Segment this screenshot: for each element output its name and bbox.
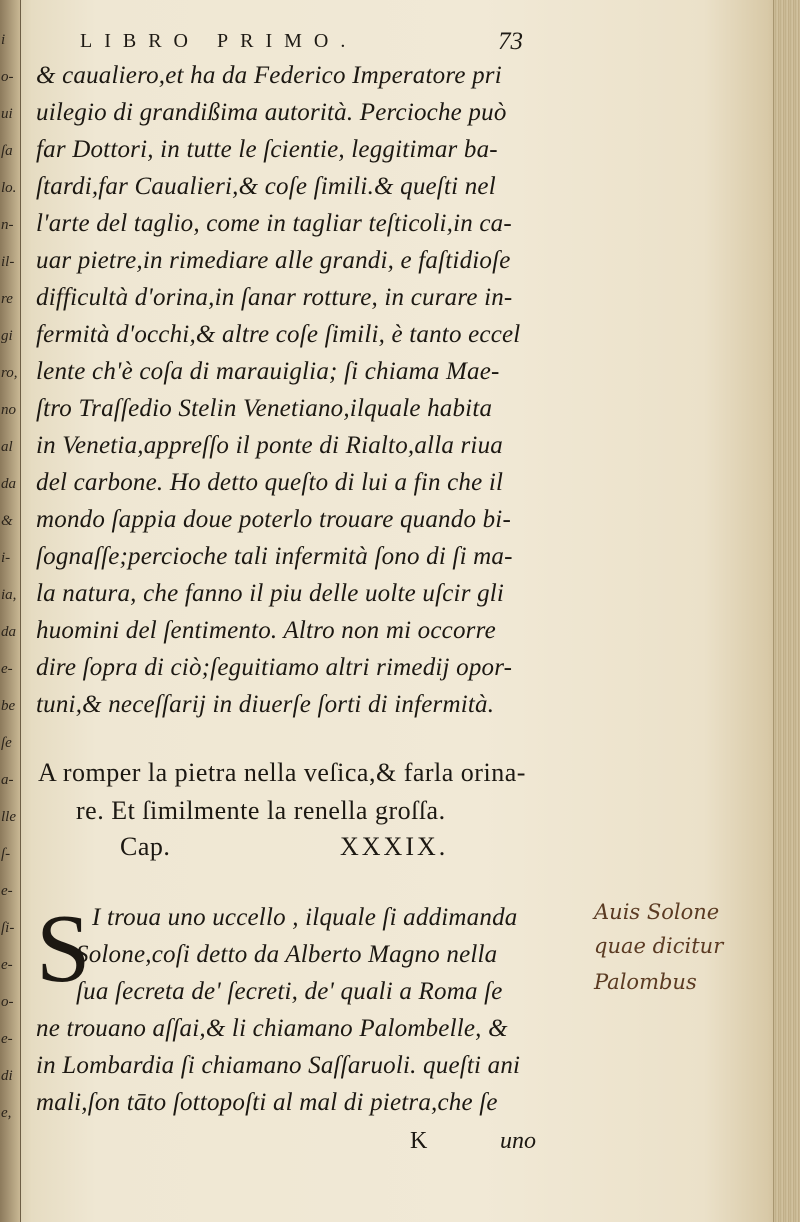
left-page-fragment: lle (1, 809, 16, 825)
left-page-fragment: & (1, 513, 13, 529)
drop-capital: S (36, 895, 91, 1003)
body-line: huomini del ſentimento. Altro non mi occorre (36, 617, 496, 644)
left-page-fragment: e, (1, 1105, 12, 1121)
left-page-fragment: ia, (1, 587, 17, 603)
body-line: del carbone. Ho detto queſto di lui a fin che il (36, 469, 504, 496)
left-page-fragment: ſi- (1, 920, 15, 936)
body-line: uar pietre,in rimediare alle grandi, e faſtidioſe (36, 247, 511, 274)
left-page-fragment: ui (1, 106, 13, 122)
running-head: LIBRO PRIMO. (80, 30, 358, 52)
signature-mark: K (410, 1128, 428, 1154)
left-page-fragment: ſa (1, 143, 13, 159)
body-line: ſtardi,far Caualieri,& coſe ſimili.& queſti nel (36, 173, 496, 200)
left-page-fragment: i (1, 32, 6, 48)
chapter-number: XXXIX. (340, 832, 449, 861)
body-line: in Venetia,appreſſo il ponte di Rialto,alla riua (36, 432, 503, 459)
left-page-edge (0, 0, 21, 1222)
left-page-fragment: o- (1, 69, 14, 85)
body-line: ſtro Traſſedio Stelin Venetiano,ilquale habita (36, 395, 493, 422)
left-page-fragment: da (1, 624, 16, 640)
body-line: difficultà d'orina,in ſanar rotture, in curare in- (36, 284, 513, 311)
body-line: ſognaſſe;percioche tali infermità ſono di ſi ma- (36, 543, 513, 570)
left-page-fragment: a- (1, 772, 14, 788)
marginal-note-line: quae dicitur (594, 934, 724, 958)
body-line: lente ch'è coſa di marauiglia; ſi chiama Mae- (36, 358, 500, 385)
left-page-fragment: lo. (1, 180, 17, 196)
left-page-fragment: e- (1, 661, 13, 677)
chapter-heading-line: A romper la pietra nella veſica,& farla orina- (38, 758, 526, 787)
left-page-fragment: ſ- (1, 846, 11, 862)
chapter-line: ne trouano aſſai,& li chiamano Palombelle, & (36, 1015, 508, 1042)
page-number: 73 (498, 28, 523, 55)
right-page-edges (773, 0, 800, 1222)
left-page-fragment: o- (1, 994, 14, 1010)
body-line: l'arte del taglio, come in tagliar teſticoli,in ca- (36, 210, 512, 237)
left-page-fragment: n- (1, 217, 14, 233)
left-page-fragment: ſe (1, 735, 12, 751)
left-page-fragment: al (1, 439, 13, 455)
chapter-line: in Lombardia ſi chiamano Saſſaruoli. queſti ani (36, 1052, 521, 1079)
body-line: mondo ſappia doue poterlo trouare quando bi- (36, 506, 511, 533)
left-page-fragment: be (1, 698, 16, 714)
left-page-fragment: e- (1, 1031, 13, 1047)
body-line: tuni,& neceſſarij in diuerſe ſorti di infermità. (36, 691, 495, 718)
left-page-fragment: ro, (1, 365, 18, 381)
body-line: uilegio di grandißima autorità. Percioche può (36, 99, 507, 126)
chapter-line: ſua ſecreta de' ſecreti, de' quali a Roma ſe (76, 978, 503, 1005)
left-page-fragment: da (1, 476, 16, 492)
marginal-note-line: Auis Solone (594, 900, 720, 924)
left-page-fragment: re (1, 291, 13, 307)
chapter-line: Solone,coſi detto da Alberto Magno nella (76, 941, 498, 968)
chapter-cap-label: Cap. (120, 832, 171, 861)
chapter-line: mali,ſon tāto ſottopoſti al mal di pietra,che ſe (36, 1089, 498, 1116)
chapter-heading-line: re. Et ſimilmente la renella groſſa. (76, 796, 446, 825)
chapter-line: I troua uno uccello , ilquale ſi addimanda (92, 904, 518, 931)
body-line: far Dottori, in tutte le ſcientie, leggitimar ba- (36, 136, 498, 163)
left-page-fragment: no (1, 402, 16, 418)
body-line: & caualiero,et ha da Federico Imperatore pri (36, 62, 502, 89)
left-page-fragment: i- (1, 550, 11, 566)
left-page-fragment: e- (1, 883, 13, 899)
marginal-note-line: Palombus (594, 970, 697, 994)
left-page-fragment: gi (1, 328, 13, 344)
left-page-fragment: di (1, 1068, 13, 1084)
left-page-fragment: e- (1, 957, 13, 973)
catchword: uno (500, 1128, 536, 1154)
body-line: dire ſopra di ciò;ſeguitiamo altri rimedij opor- (36, 654, 513, 681)
body-line: la natura, che fanno il piu delle uolte uſcir gli (36, 580, 505, 607)
body-line: fermità d'occhi,& altre coſe ſimili, è tanto eccel (36, 321, 521, 348)
left-page-fragment: il- (1, 254, 15, 270)
handwritten-marginal-note (594, 900, 770, 1010)
